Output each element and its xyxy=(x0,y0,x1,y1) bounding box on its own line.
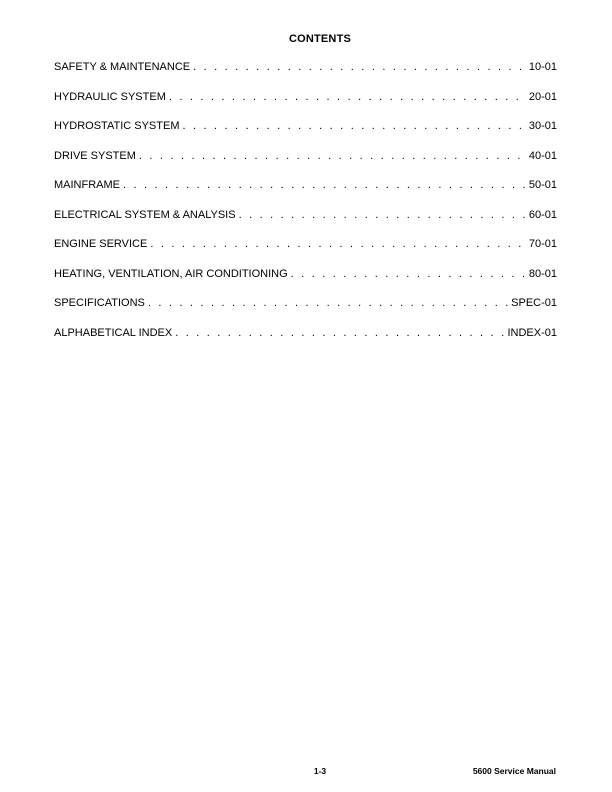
toc-entry-electrical-system[interactable] xyxy=(54,209,557,222)
page-title: CONTENTS xyxy=(288,33,352,45)
toc-entry-hvac[interactable] xyxy=(54,268,557,281)
toc-entry-label: SPECIFICATIONS xyxy=(54,297,145,309)
toc-entry-label: ELECTRICAL SYSTEM & ANALYSIS xyxy=(54,208,236,221)
toc-entry-hydraulic-system[interactable] xyxy=(54,91,557,104)
toc-entry-label: DRIVE SYSTEM xyxy=(54,149,136,162)
toc-entry-page: 20-01 xyxy=(528,90,557,103)
table-of-contents xyxy=(54,61,557,356)
toc-entry-label: HEATING, VENTILATION, AIR CONDITIONING xyxy=(54,267,288,280)
toc-entry-page: 80-01 xyxy=(528,267,557,280)
toc-entry-page: 10-01 xyxy=(528,61,557,73)
dot-leader xyxy=(183,120,526,133)
dot-leader xyxy=(175,327,504,340)
toc-entry-page: 30-01 xyxy=(528,120,557,132)
toc-entry-page: 60-01 xyxy=(528,208,557,221)
toc-entry-alphabetical-index[interactable] xyxy=(54,327,557,340)
toc-entry-engine-service[interactable] xyxy=(54,238,557,251)
dot-leader xyxy=(148,297,508,310)
dot-leader xyxy=(123,179,526,192)
toc-entry-mainframe[interactable] xyxy=(54,179,557,192)
toc-entry-label: HYDRAULIC SYSTEM xyxy=(54,90,166,103)
dot-leader xyxy=(139,150,526,163)
toc-entry-hydrostatic-system[interactable] xyxy=(54,120,557,133)
toc-entry-label: HYDROSTATIC SYSTEM xyxy=(54,120,180,132)
footer-page-number: 1-3 xyxy=(313,766,327,776)
toc-entry-label: SAFETY & MAINTENANCE xyxy=(54,61,191,73)
toc-entry-page: INDEX-01 xyxy=(507,326,557,339)
dot-leader xyxy=(239,209,526,222)
dot-leader xyxy=(169,91,526,104)
dot-leader xyxy=(193,61,526,74)
dot-leader xyxy=(291,268,526,281)
toc-entry-page: 50-01 xyxy=(528,179,557,191)
toc-entry-label: ENGINE SERVICE xyxy=(54,238,148,250)
toc-entry-safety-maintenance[interactable] xyxy=(54,61,557,74)
toc-entry-page: 70-01 xyxy=(528,238,557,250)
toc-entry-page: SPEC-01 xyxy=(511,297,557,309)
toc-entry-page: 40-01 xyxy=(528,149,557,162)
toc-entry-drive-system[interactable] xyxy=(54,150,557,163)
toc-entry-label: MAINFRAME xyxy=(54,179,120,191)
footer-manual-name: 5600 Service Manual xyxy=(472,766,556,776)
dot-leader xyxy=(150,238,526,251)
toc-entry-specifications[interactable] xyxy=(54,297,557,310)
toc-entry-label: ALPHABETICAL INDEX xyxy=(54,326,173,339)
